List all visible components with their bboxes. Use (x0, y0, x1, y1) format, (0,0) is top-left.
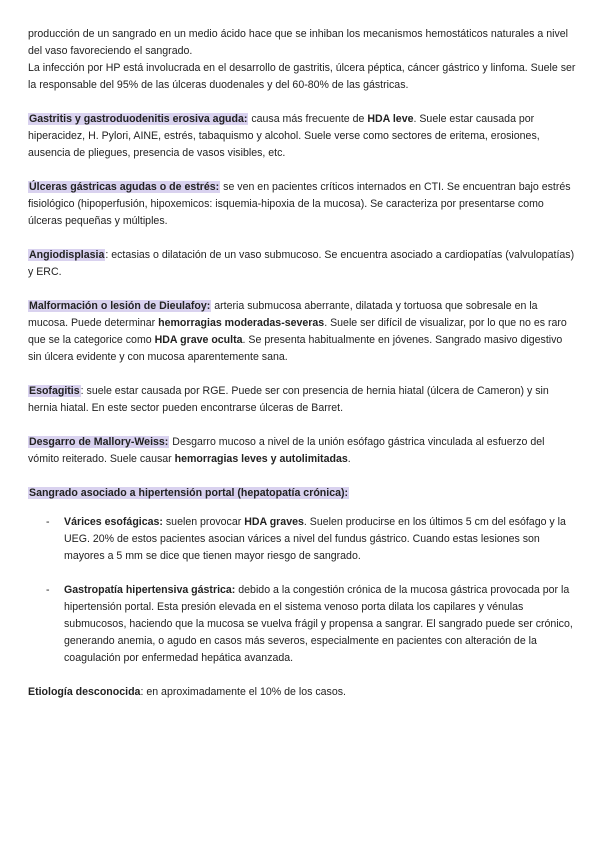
section-portal (28, 485, 576, 502)
document-page (28, 26, 576, 718)
list-item-varices: - Várices esofágicas: suelen provocar HDA graves. Suelen producirse en los últimos 5 cm del esófago y la UEG. 20% de estos pacientes asocian várices a nivel del fundus gástrico. Cuando estas lesiones son mayores a 5 mm se dice que tienen mayor riesgo de sangrado. (28, 514, 576, 565)
section-etiologia: Etiología desconocida: en aproximadamente el 10% de los casos. (28, 686, 346, 698)
section-gastritis: Gastritis y gastroduodenitis erosiva aguda: causa más frecuente de HDA leve. Suele estar causada por hiperacidez, H. Pylori, AINE, estrés, tabaquismo y alcohol. Suele verse como sectores de eritema, erosiones, ausencia de pliegues, presencia de vasos visibles, etc. (28, 113, 540, 159)
section-dieulafoy: Malformación o lesión de Dieulafoy: arteria submucosa aberrante, dilatada y tortuosa que sobresale en la mucosa. Puede determinar hemorragias moderadas-severas. Suele ser difícil de visualizar, por lo que no es raro que se la categorice como HDA grave oculta. Se presenta habitualmente en jóvenes. Sangrado masivo digestivo sin úlcera evidente y con mucosa aparentemente sana. (28, 300, 567, 363)
intro-paragraph-1: producción de un sangrado en un medio ácido hace que se inhiban los mecanismos hemostáticos naturales a nivel del vaso favoreciendo el sangrado. (28, 28, 569, 57)
section-esofagitis: Esofagitis: suele estar causada por RGE. Puede ser con presencia de hernia hiatal (úlcera de Cameron) y sin hernia hiatal. En este sector pueden encontrarse úlceras de Barret. (28, 385, 549, 414)
section-mallory-weiss: Desgarro de Mallory-Weiss: Desgarro mucoso a nivel de la unión esófago gástrica vinculada al esfuerzo del vómito reiterado. Suele causar hemorragias leves y autolimitadas. (28, 436, 545, 465)
intro-paragraph-2: La infección por HP está involucrada en el desarrollo de gastritis, úlcera péptica, cáncer gástrico y linfoma. Suele ser la responsable del 95% de las úlceras duodenales y del 60-80% de las gástricas. (28, 62, 576, 91)
dieulafoy-heading: Malformación o lesión de Dieulafoy: (29, 300, 211, 312)
gastritis-heading: Gastritis y gastroduodenitis erosiva aguda: (29, 113, 248, 125)
section-angiodisplasia: Angiodisplasia: ectasias o dilatación de un vaso submucoso. Se encuentra asociado a cardiopatías (valvulopatías) y ERC. (28, 249, 575, 278)
section-ulceras: Úlceras gástricas agudas o de estrés: se ven en pacientes críticos internados en CTI. Se encuentran bajo estrés fisiológico (hipoperfusión, hipoxemicos: isquemia-hipoxia de la mucosa). Se caracteriza por presentarse como úlceras pequeñas y múltiples. (28, 181, 571, 227)
ulceras-heading: Úlceras gástricas agudas o de estrés: (29, 181, 220, 193)
angiodisplasia-heading: Angiodisplasia (29, 249, 105, 261)
portal-heading: Sangrado asociado a hipertensión portal (hepatopatía crónica): (29, 487, 349, 499)
mallory-weiss-heading: Desgarro de Mallory-Weiss: (29, 436, 169, 448)
esofagitis-heading: Esofagitis (29, 385, 80, 397)
etiologia-heading: Etiología desconocida (28, 686, 141, 698)
portal-list (28, 514, 576, 667)
list-item-gastropatia: - Gastropatía hipertensiva gástrica: debido a la congestión crónica de la mucosa gástrica provocada por la hipertensión portal. Esta presión elevada en el sistema venoso porta dilata los capilares y vénulas submucosos, haciendo que la mucosa se vuelva frágil y propensa a sangrar. El sangrado puede ser crónico, generando anemia, o agudo en casos más severos, especialmente en pacientes con alteración de la coagulación por enfermedad hepática avanzada. (28, 582, 576, 667)
